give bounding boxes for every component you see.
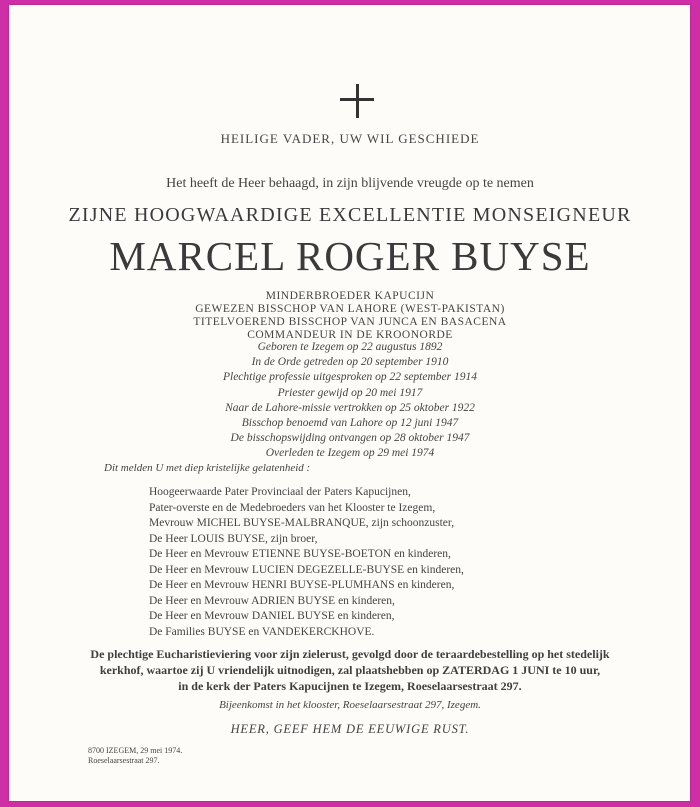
biography-block bbox=[0, 340, 700, 462]
bio-line: In de Orde getreden op 20 september 1910 bbox=[251, 356, 449, 369]
bio-line: Naar de Lahore-missie vertrokken op 25 oktober 1922 bbox=[225, 401, 475, 414]
title-line: COMMANDEUR IN DE KROONORDE bbox=[247, 329, 453, 341]
ceremony-line: in de kerk der Paters Kapucijnen te Izegem, Roeselaarsestraat 297. bbox=[178, 679, 522, 693]
footer-line: Roeselaarsestraat 297. bbox=[88, 756, 160, 765]
deceased-name: MARCEL ROGER BUYSE bbox=[109, 233, 591, 279]
ceremony-line: kerkhof, waartoe zij U vriendelijk uitnodigen, zal plaatshebben op ZATERDAG 1 JUNI te 10 uur, bbox=[99, 663, 601, 677]
titles-block bbox=[0, 290, 700, 342]
bio-line: Overleden te Izegem op 29 mei 1974 bbox=[265, 447, 435, 460]
relative-line: Pater-overste en de Medebroeders van het Klooster te Izegem, bbox=[149, 501, 436, 514]
relative-line: De Heer en Mevrouw LUCIEN DEGEZELLE-BUYSE en kinderen, bbox=[149, 563, 464, 576]
relative-line: De Heer en Mevrouw DANIEL BUYSE en kinderen, bbox=[149, 610, 395, 622]
bio-line: De bisschopswijding ontvangen op 28 oktober 1947 bbox=[230, 432, 470, 445]
bio-line: Geboren te Izegem op 22 augustus 1892 bbox=[257, 341, 443, 353]
relative-line: Hoogeerwaarde Pater Provinciaal der Paters Kapucijnen, bbox=[149, 486, 411, 498]
bio-line: Priester gewijd op 20 mei 1917 bbox=[277, 386, 423, 399]
title-line: MINDERBROEDER KAPUCIJN bbox=[265, 290, 435, 302]
relative-line: De Heer en Mevrouw ADRIEN BUYSE en kinderen, bbox=[149, 594, 395, 607]
motto: HEILIGE VADER, UW WIL GESCHIEDE bbox=[220, 131, 480, 146]
footer-address bbox=[88, 746, 182, 766]
relative-line: De Families BUYSE en VANDEKERCKHOVE. bbox=[149, 625, 375, 638]
cross-icon bbox=[340, 84, 374, 118]
relative-line: De Heer en Mevrouw ETIENNE BUYSE-BOETON en kinderen, bbox=[149, 548, 451, 560]
honorific: ZIJNE HOOGWAARDIGE EXCELLENTIE MONSEIGNEUR bbox=[68, 204, 632, 226]
relative-line: De Heer en Mevrouw HENRI BUYSE-PLUMHANS en kinderen, bbox=[149, 579, 455, 591]
footer-line: 8700 IZEGEM, 29 mei 1974. bbox=[88, 746, 183, 755]
bio-line: Bisschop benoemd van Lahore op 12 juni 1947 bbox=[241, 417, 459, 430]
title-line: GEWEZEN BISSCHOP VAN LAHORE (WEST-PAKISTAN) bbox=[195, 303, 505, 315]
intro-line: Het heeft de Heer behaagd, in zijn blijvende vreugde op te nemen bbox=[166, 176, 534, 191]
closing-prayer: HEER, GEEF HEM DE EEUWIGE RUST. bbox=[230, 722, 470, 736]
gathering-line: Bijeenkomst in het klooster, Roeselaarsestraat 297, Izegem. bbox=[219, 699, 481, 711]
relative-line: Mevrouw MICHEL BUYSE-MALBRANQUE, zijn schoonzuster, bbox=[149, 517, 455, 529]
relatives-list bbox=[149, 485, 464, 640]
ceremony-block bbox=[0, 646, 700, 694]
announcement-line: Dit melden U met diep kristelijke gelatenheid : bbox=[104, 462, 311, 474]
title-line: TITELVOEREND BISSCHOP VAN JUNCA EN BASACENA bbox=[193, 316, 507, 328]
bio-line: Plechtige professie uitgesproken op 22 september 1914 bbox=[222, 371, 477, 384]
ceremony-line: De plechtige Eucharistieviering voor zijn zielerust, gevolgd door de teraardebestelling op het stedelijk bbox=[90, 647, 610, 661]
relative-line: De Heer LOUIS BUYSE, zijn broer, bbox=[149, 532, 318, 545]
